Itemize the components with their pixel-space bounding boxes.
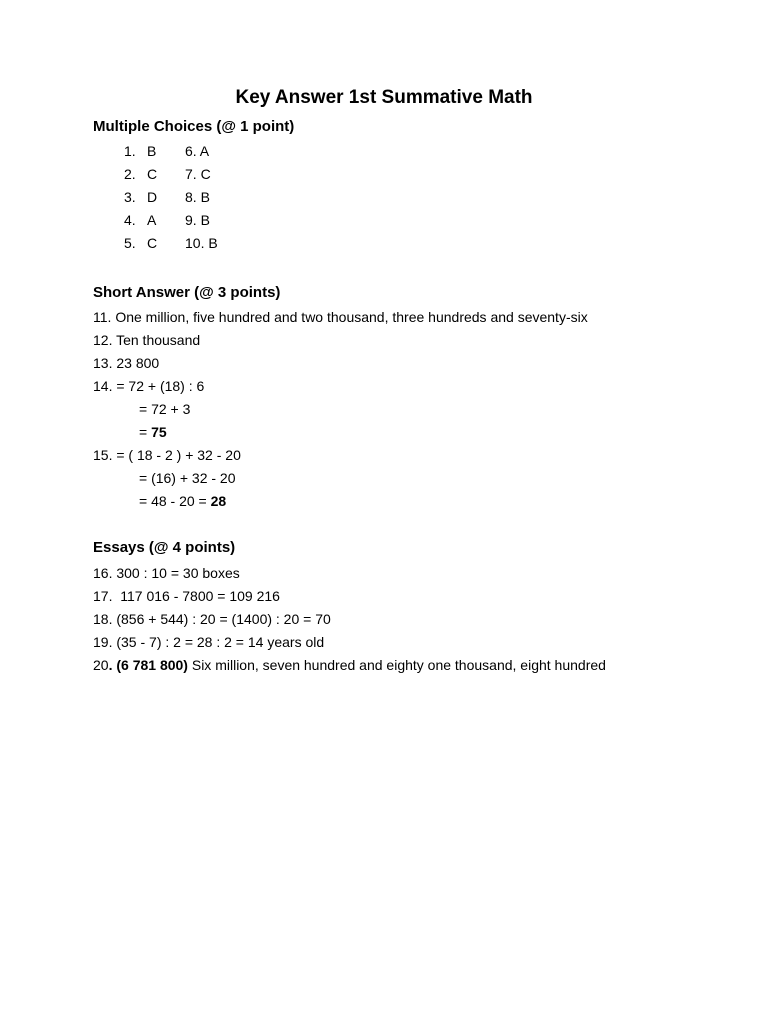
answer-20-number: 20 xyxy=(93,657,109,673)
answer-14-step-1: 14. = 72 + (18) : 6 xyxy=(93,378,205,394)
mc-item-right: 9. B xyxy=(185,212,210,228)
answer-20-value: . (6 781 800) xyxy=(108,657,188,673)
mc-item-answer: C xyxy=(147,166,158,182)
mc-item-right: 6. A xyxy=(185,143,210,159)
answer-12: 12. Ten thousand xyxy=(93,332,201,348)
mc-item-number: 5. xyxy=(124,235,136,251)
answer-13: 13. 23 800 xyxy=(93,355,160,371)
answer-20-words: Six million, seven hundred and eighty one thousand, eight hundred xyxy=(187,657,606,673)
answer-19: 19. (35 - 7) : 2 = 28 : 2 = 14 years old xyxy=(93,634,325,650)
mc-item-right: 8. B xyxy=(185,189,210,205)
document-title: Key Answer 1st Summative Math xyxy=(235,87,533,108)
answer-14-step-2: = 72 + 3 xyxy=(139,401,191,417)
mc-item-answer: B xyxy=(147,143,157,159)
answer-11: 11. One million, five hundred and two thousand, three hundreds and seventy-six xyxy=(93,309,588,325)
mc-item-number: 3. xyxy=(124,189,136,205)
answer-14-step-3-prefix: = xyxy=(139,424,152,440)
answer-14-step-3 xyxy=(139,424,167,441)
answer-15-step-3-prefix: = 48 - 20 = xyxy=(139,493,211,509)
mc-item-number: 1. xyxy=(124,143,136,159)
multiple-choice-heading: Multiple Choices (@ 1 point) xyxy=(93,118,295,135)
short-answer-heading: Short Answer (@ 3 points) xyxy=(93,284,281,301)
answer-20 xyxy=(93,657,606,674)
essays-heading: Essays (@ 4 points) xyxy=(93,539,236,556)
mc-item-number: 2. xyxy=(124,166,136,182)
answer-15-result: 28 xyxy=(210,493,227,509)
answer-15-step-3 xyxy=(139,493,226,510)
answer-17: 17. 117 016 - 7800 = 109 216 xyxy=(93,588,280,604)
mc-item-right: 7. C xyxy=(185,166,211,182)
answer-18: 18. (856 + 544) : 20 = (1400) : 20 = 70 xyxy=(93,611,331,627)
answer-16: 16. 300 : 10 = 30 boxes xyxy=(93,565,240,581)
mc-item-number: 4. xyxy=(124,212,136,228)
mc-item-answer: C xyxy=(147,235,158,251)
mc-item-right: 10. B xyxy=(185,235,218,251)
answer-15-step-2: = (16) + 32 - 20 xyxy=(139,470,236,486)
mc-item-answer: D xyxy=(147,189,158,205)
answer-15-step-1: 15. = ( 18 - 2 ) + 32 - 20 xyxy=(93,447,241,463)
answer-14-result: 75 xyxy=(151,424,167,440)
mc-item-answer: A xyxy=(147,212,157,228)
